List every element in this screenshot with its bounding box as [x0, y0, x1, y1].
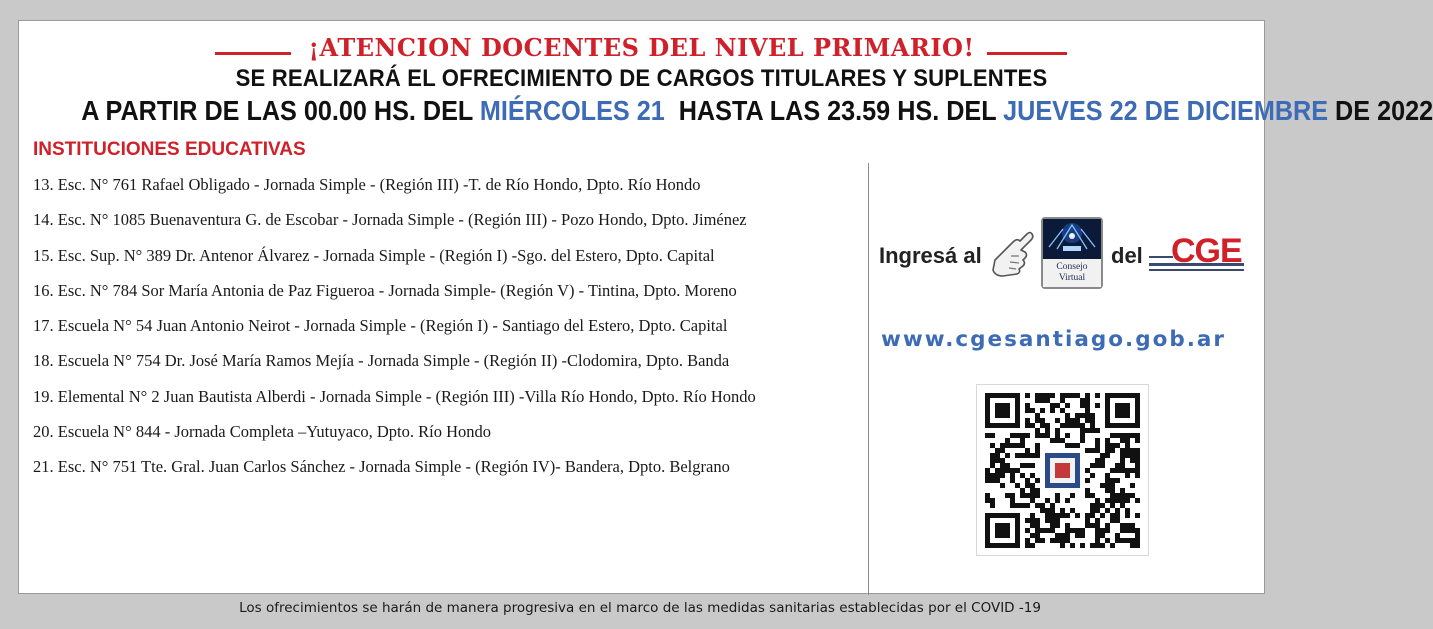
schedule-end-day: JUEVES 22 DE DICIEMBRE	[1003, 95, 1329, 126]
cge-logo-text: CGE	[1171, 232, 1242, 270]
consejo-virtual-link[interactable]	[1041, 217, 1103, 289]
list-item: 17. Escuela N° 54 Juan Antonio Neirot - Jornada Simple - (Región I) - Santiago del Estero, Dpto. Capital	[33, 316, 728, 336]
website-link[interactable]: www.cgesantiago.gob.ar	[881, 327, 1227, 352]
cv-line-1: Consejo	[1056, 262, 1088, 272]
schedule-part-2: HASTA LAS 23.59 HS. DEL	[664, 95, 1004, 126]
list-item: 15. Esc. Sup. N° 389 Dr. Antenor Álvarez - Jornada Simple - (Región I) -Sgo. del Estero, Dpto. Capital	[33, 245, 715, 265]
list-item: 20. Escuela N° 844 - Jornada Completa –Yutuyaco, Dpto. Río Hondo	[33, 422, 491, 442]
column-divider	[868, 163, 869, 595]
qr-code	[976, 384, 1149, 556]
list-item: 13. Esc. N° 761 Rafael Obligado - Jornada Simple - (Región III) -T. de Río Hondo, Dpto. Río Hondo	[33, 175, 701, 194]
institutions-list	[33, 173, 756, 491]
footer-note: Los ofrecimientos se harán de manera progresiva en el marco de las medidas sanitarias establecidas por el COVID -19	[239, 600, 1041, 616]
list-item: 21. Esc. N° 751 Tte. Gral. Juan Carlos Sánchez - Jornada Simple - (Región IV)- Bandera, Dpto. Belgrano	[33, 457, 730, 477]
pointing-hand-icon	[989, 226, 1035, 278]
consejo-virtual-label	[1043, 259, 1101, 287]
schedule-line	[81, 95, 1433, 127]
del-label: del	[1111, 243, 1143, 268]
list-item: 19. Elemental N° 2 Juan Bautista Alberdi - Jornada Simple - (Región III) -Villa Río Hondo, Dpto. Río Hondo	[33, 386, 756, 406]
headline-row	[19, 33, 1264, 62]
announcement-card	[18, 20, 1433, 594]
cge-logo	[1149, 227, 1244, 281]
schedule-start-day: MIÉRCOLES 21	[479, 95, 665, 126]
offer-line: SE REALIZARÁ EL OFRECIMIENTO DE CARGOS TITULARES Y SUPLENTES	[235, 65, 1048, 92]
list-item: 16. Esc. N° 784 Sor María Antonia de Paz Figueroa - Jornada Simple- (Región V) - Tintina, Dpto. Moreno	[33, 280, 737, 300]
consejo-virtual-logo-icon	[1043, 219, 1101, 257]
institutions-title: INSTITUCIONES EDUCATIVAS	[33, 139, 306, 160]
list-item: 14. Esc. N° 1085 Buenaventura G. de Escobar - Jornada Simple - (Región III) - Pozo Hondo, Dpto. Jiménez	[33, 210, 747, 230]
schedule-part-1: A PARTIR DE LAS 00.00 HS. DEL	[81, 95, 480, 126]
list-item: 18. Escuela N° 754 Dr. José María Ramos Mejía - Jornada Simple - (Región II) -Clodomira, Dpto. Banda	[33, 351, 730, 371]
cv-line-2: Virtual	[1058, 273, 1086, 283]
qr-code-icon	[985, 393, 1140, 548]
schedule-part-3: DE 2022	[1328, 95, 1433, 126]
ingresa-label: Ingresá al	[879, 243, 982, 268]
headline: ¡ATENCION DOCENTES DEL NIVEL PRIMARIO!	[308, 33, 975, 62]
